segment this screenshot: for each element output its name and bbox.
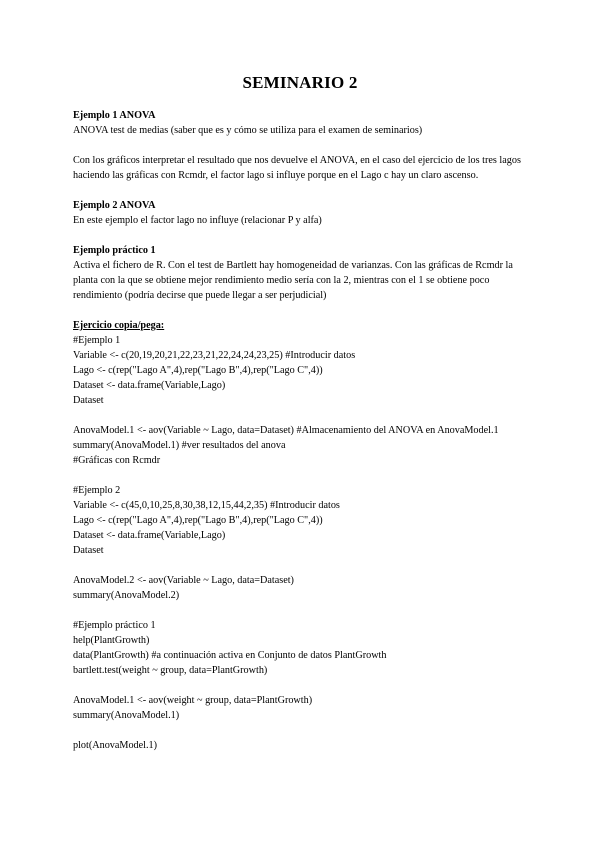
code-heading: Ejercicio copia/pega: — [73, 320, 165, 331]
code-line: summary(AnovaModel.1) — [73, 710, 180, 721]
code-line: Lago <- c(rep("Lago A",4),rep("Lago B",4),rep("Lago C",4)) — [73, 365, 323, 376]
code-section — [73, 318, 533, 408]
code-line: AnovaModel.1 <- aov(Variable ~ Lago, data=Dataset) #Almacenamiento del ANOVA en AnovaModel.1 — [73, 425, 499, 436]
code-line: bartlett.test(weight ~ group, data=PlantGrowth) — [73, 665, 268, 676]
code-block — [73, 423, 533, 468]
section-text: Activa el fichero de R. Con el test de Bartlett hay homogeneidad de varianzas. Con las gráficas de Rcmdr la planta con la que se obtiene mejor rendimiento medio sería con la 2, mientras con el 1 se obtiene poco rendimiento (podría decirse que puede llegar a ser perjudicial) — [73, 260, 513, 301]
code-line: Dataset <- data.frame(Variable,Lago) — [73, 380, 226, 391]
code-line: #Ejemplo 2 — [73, 485, 121, 496]
code-line: #Ejemplo 1 — [73, 335, 121, 346]
code-block — [73, 693, 533, 723]
section-ejemplo-1 — [73, 108, 533, 138]
code-block — [73, 483, 533, 558]
code-line: AnovaModel.2 <- aov(Variable ~ Lago, data=Dataset) — [73, 575, 294, 586]
code-line: summary(AnovaModel.2) — [73, 590, 180, 601]
code-line: Dataset <- data.frame(Variable,Lago) — [73, 530, 226, 541]
section-ejemplo-practico-1 — [73, 243, 533, 303]
code-block — [73, 618, 533, 678]
section-text: ANOVA test de medias (saber que es y cómo se utiliza para el examen de seminarios) — [73, 125, 423, 136]
code-line: #Gráficas con Rcmdr — [73, 455, 161, 466]
code-line: Dataset — [73, 545, 104, 556]
document-title: SEMINARIO 2 — [242, 73, 358, 92]
document-body — [73, 108, 533, 768]
section-interpretation — [73, 153, 533, 183]
section-heading: Ejemplo 2 ANOVA — [73, 200, 156, 211]
code-line: summary(AnovaModel.1) #ver resultados del anova — [73, 440, 286, 451]
code-line: help(PlantGrowth) — [73, 635, 150, 646]
section-heading: Ejemplo práctico 1 — [73, 245, 156, 256]
code-line: plot(AnovaModel.1) — [73, 740, 158, 751]
code-line: #Ejemplo práctico 1 — [73, 620, 156, 631]
section-text: Con los gráficos interpretar el resultado que nos devuelve el ANOVA, en el caso del ejercicio de los tres lagos haciendo las gráficas con Rcmdr, el factor lago si influye porque en el Lago c hay un claro ascenso. — [73, 155, 521, 181]
code-line: Dataset — [73, 395, 104, 406]
code-block — [73, 738, 533, 753]
code-line: Lago <- c(rep("Lago A",4),rep("Lago B",4),rep("Lago C",4)) — [73, 515, 323, 526]
code-line: data(PlantGrowth) #a continuación activa en Conjunto de datos PlantGrowth — [73, 650, 387, 661]
code-line: AnovaModel.1 <- aov(weight ~ group, data=PlantGrowth) — [73, 695, 313, 706]
code-line: Variable <- c(45,0,10,25,8,30,38,12,15,44,2,35) #Introducir datos — [73, 500, 340, 511]
section-heading: Ejemplo 1 ANOVA — [73, 110, 156, 121]
section-ejemplo-2 — [73, 198, 533, 228]
code-block — [73, 573, 533, 603]
section-text: En este ejemplo el factor lago no influye (relacionar P y alfa) — [73, 215, 322, 226]
code-line: Variable <- c(20,19,20,21,22,23,21,22,24,24,23,25) #Introducir datos — [73, 350, 356, 361]
